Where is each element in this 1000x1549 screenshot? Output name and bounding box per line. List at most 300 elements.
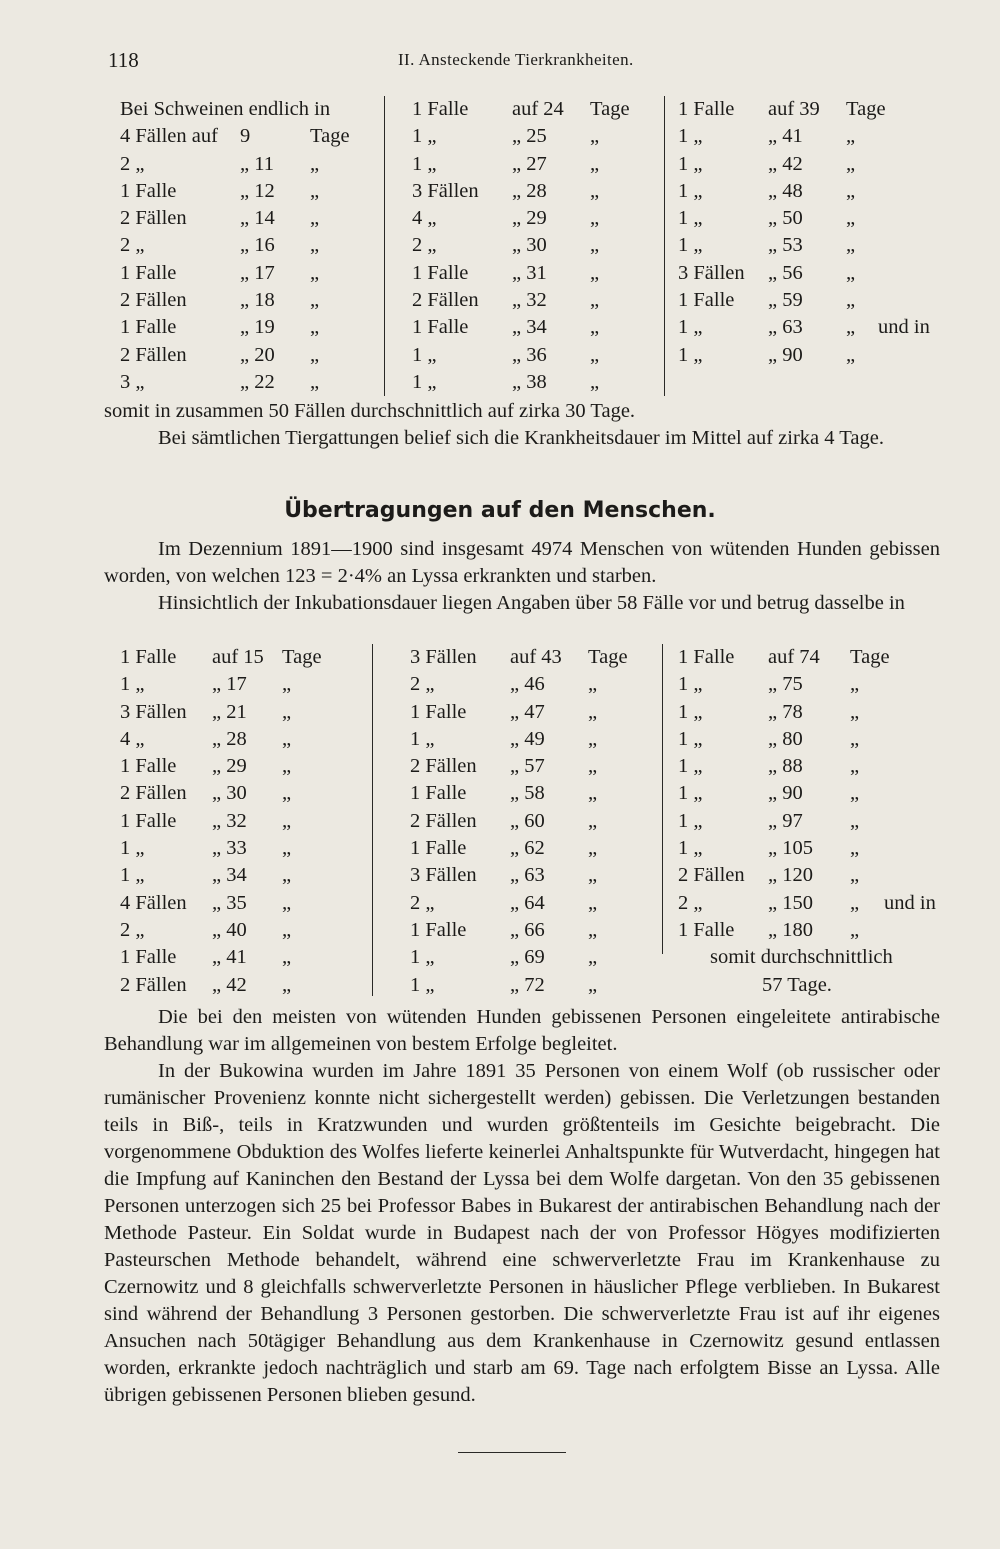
table-row: [410, 972, 660, 999]
cell-days: „ 34: [212, 864, 247, 887]
cell-days: „ 17: [212, 673, 247, 696]
table-row: [412, 96, 662, 123]
cell-count: 1 „: [678, 837, 703, 860]
cell-days: „ 47: [510, 700, 545, 723]
table-row: [410, 671, 660, 698]
cell-count: 1 „: [678, 316, 703, 339]
cell-days: „ 58: [510, 782, 545, 805]
cell-days: 9: [240, 125, 251, 148]
cell-days: „ 90: [768, 782, 803, 805]
cell-unit: „: [850, 700, 860, 723]
table-row: [678, 644, 890, 671]
cell-days: „ 41: [768, 125, 803, 148]
table-row: [120, 314, 378, 341]
cell-count: 1 „: [412, 125, 437, 148]
cell-unit: „: [850, 727, 860, 750]
cell-unit: „: [846, 152, 856, 175]
cell-days: „ 180: [768, 918, 813, 941]
table-summary: somit durchschnittlich: [710, 946, 893, 968]
cell-days: „ 36: [512, 343, 547, 366]
cell-days: „ 46: [510, 673, 545, 696]
cell-count: 1 Falle: [678, 289, 735, 312]
table-row: [678, 96, 886, 123]
cell-days: „ 28: [512, 179, 547, 202]
cell-days: „ 88: [768, 755, 803, 778]
cell-count: 1 Falle: [120, 809, 177, 832]
cell-days: „ 66: [510, 918, 545, 941]
cell-days: auf 39: [768, 98, 820, 120]
cell-unit: „: [590, 316, 600, 339]
cell-days: „ 40: [212, 918, 247, 941]
cell-count: 2 „: [412, 234, 437, 257]
cell-count: 1 „: [120, 673, 145, 696]
cell-count: 1 „: [678, 234, 703, 257]
end-rule: [458, 1452, 566, 1453]
cell-unit: „: [590, 234, 600, 257]
cell-unit: „: [850, 837, 860, 860]
cell-unit: „: [282, 973, 292, 996]
cell-count: 1 Falle: [678, 918, 735, 941]
cell-unit: „: [282, 946, 292, 969]
paragraph-text: Bei sämtlichen Tiergattungen belief sich die Krankheitsdauer im Mittel auf zirka 4 Tage.: [158, 427, 884, 449]
paragraph-block: [104, 1004, 940, 1409]
table-row: [410, 890, 660, 917]
table-row: [120, 260, 378, 287]
cell-unit: Tage: [282, 646, 322, 668]
cell-count: 2 Fällen: [120, 973, 187, 996]
cell-count: 3 Fällen: [410, 864, 477, 887]
table-row: [678, 232, 878, 259]
swine-duration-table: [104, 96, 944, 400]
cell-days: „ 50: [768, 207, 803, 230]
cell-count: 3 Fällen: [412, 179, 479, 202]
table-row: [412, 287, 662, 314]
cell-count: 1 Falle: [412, 261, 469, 284]
table-column-2: [412, 96, 662, 396]
cell-unit: „: [846, 343, 856, 366]
cell-unit: „: [310, 343, 320, 366]
cell-days: „ 32: [212, 809, 247, 832]
cell-unit: „: [846, 234, 856, 257]
cell-unit: „: [282, 891, 292, 914]
cell-count: 2 „: [120, 152, 145, 175]
table-row: [678, 260, 878, 287]
table-row: [678, 808, 878, 835]
table-row: [120, 123, 378, 150]
cell-count: 1 Falle: [410, 837, 467, 860]
cell-unit: „: [588, 973, 598, 996]
cell-count: 4 „: [412, 207, 437, 230]
table-row: [410, 917, 660, 944]
paragraph-text: Hinsichtlich der Inkubationsdauer liegen Angaben über 58 Fälle vor und betrug dasselbe in: [158, 592, 905, 614]
cell-unit: „: [282, 700, 292, 723]
cell-days: „ 63: [768, 316, 803, 339]
cell-count: 3 Fällen: [410, 646, 477, 668]
cell-days: „ 62: [510, 837, 545, 860]
cell-count: 1 Falle: [678, 98, 735, 120]
cell-unit: „: [588, 755, 598, 778]
cell-unit: „: [846, 261, 856, 284]
paragraph-summary: [104, 398, 940, 452]
cell-unit: „: [846, 207, 856, 230]
cell-unit: „: [590, 207, 600, 230]
section-heading: Übertragungen auf den Menschen.: [284, 498, 716, 523]
cell-days: „ 57: [510, 755, 545, 778]
cell-unit: „: [588, 946, 598, 969]
cell-days: „ 29: [212, 755, 247, 778]
table-row: [678, 726, 878, 753]
cell-unit: „: [590, 179, 600, 202]
cell-days: auf 43: [510, 646, 562, 668]
cell-count: 1 „: [678, 343, 703, 366]
cell-unit: Tage: [588, 646, 628, 668]
cell-unit: Tage: [850, 646, 890, 668]
cell-unit: „: [590, 125, 600, 148]
table-row: [120, 287, 378, 314]
cell-count: 1 „: [678, 673, 703, 696]
cell-count: 1 „: [678, 782, 703, 805]
cell-days: „ 120: [768, 864, 813, 887]
cell-unit: „: [310, 207, 320, 230]
cell-count: 1 Falle: [678, 646, 735, 668]
cell-days: „ 19: [240, 316, 275, 339]
cell-unit: „: [282, 864, 292, 887]
table-row: [410, 944, 660, 971]
cell-count: 2 „: [410, 891, 435, 914]
table-row: [120, 671, 368, 698]
cell-unit: „: [850, 673, 860, 696]
cell-unit: „: [850, 918, 860, 941]
cell-days: „ 27: [512, 152, 547, 175]
cell-unit: „: [282, 755, 292, 778]
table-row: [678, 123, 878, 150]
table-row: [120, 808, 368, 835]
cell-unit: „: [282, 809, 292, 832]
cell-count: 2 Fällen: [410, 809, 477, 832]
table-row: [120, 753, 368, 780]
cell-days: auf 15: [212, 646, 264, 668]
table-row: [678, 205, 878, 232]
cell-days: „ 64: [510, 891, 545, 914]
cell-count: 1 Falle: [412, 316, 469, 339]
table-column-2: [410, 644, 660, 999]
cell-count: 1 „: [412, 370, 437, 393]
cell-count: 1 „: [410, 973, 435, 996]
cell-unit: „: [588, 918, 598, 941]
cell-days: „ 28: [212, 727, 247, 750]
cell-days: „ 29: [512, 207, 547, 230]
cell-unit: „: [588, 700, 598, 723]
cell-count: 1 „: [678, 152, 703, 175]
cell-count: 2 „: [120, 234, 145, 257]
cell-unit: „: [590, 370, 600, 393]
paragraph-text: Die bei den meisten von wütenden Hunden gebissenen Personen eingeleitete antirabische Behandlung war im allgemeinen von bestem Erfolge begleitet.: [104, 1006, 940, 1055]
table-row: [120, 342, 378, 369]
cell-unit: „: [282, 837, 292, 860]
table-row: [120, 917, 368, 944]
cell-days: „ 42: [212, 973, 247, 996]
cell-count: 1 „: [678, 207, 703, 230]
cell-days: „ 48: [768, 179, 803, 202]
cell-unit: Tage: [310, 125, 350, 148]
cell-count: 1 „: [120, 864, 145, 887]
cell-days: „ 53: [768, 234, 803, 257]
cell-days: „ 16: [240, 234, 275, 257]
table-trailing-text: und in: [878, 316, 930, 338]
table-row: [120, 972, 368, 999]
paragraph-text: In der Bukowina wurden im Jahre 1891 35 Personen von einem Wolf (ob russischer oder rumänischer Provenienz konnte nicht sichergestellt werden) gebissen. Die Verletzungen bestanden teils in Biß-, teils in Kratzwunden und wurden größtenteils im Gesichte beigebracht. Die vorgenommene Obduktion des Wolfes lieferte keinerlei Anhaltspunkte für Wutverdacht, hingegen hat die Impfung auf Kaninchen den Bestand der Lyssa bei dem Wolfe dargetan. Von den 35 gebissenen Personen unterzogen sich 25 bei Professor Babes in Bukarest der antirabischen Behandlung nach der Methode Pasteur. Ein Soldat wurde in Budapest nach der von Professor Högyes modifizierten Pasteurschen Methode behandelt, während eine schwerverletzte Frau im Krankenhause zu Czernowitz und 8 gleichfalls schwerverletzte Personen in häuslicher Pflege verblieben. In Bukarest sind während der Behandlung 3 Personen gestorben. Die schwerverletzte Frau ist auf ihr eigenes Ansuchen nach 50tägiger Behandlung aus dem Krankenhause in Czernowitz gesund entlassen worden, erkrankte jedoch nachträglich und starb am 69. Tage nach erfolgtem Bisse an Lyssa. Alle übrigen gebissenen Personen blieben gesund.: [104, 1060, 940, 1406]
table-row: [678, 369, 878, 396]
cell-days: „ 14: [240, 207, 275, 230]
cell-unit: „: [846, 125, 856, 148]
table-row: [120, 644, 368, 671]
cell-count: 1 „: [678, 125, 703, 148]
table-row: [412, 205, 662, 232]
cell-count: 1 Falle: [120, 646, 177, 668]
column-divider: [384, 96, 385, 396]
cell-unit: „: [282, 727, 292, 750]
cell-count: 3 Fällen: [120, 700, 187, 723]
cell-unit: „: [590, 152, 600, 175]
cell-unit: „: [846, 316, 856, 339]
cell-days: „ 150: [768, 891, 813, 914]
table-row: [120, 699, 368, 726]
cell-count: 2 Fällen: [120, 289, 187, 312]
cell-unit: „: [310, 234, 320, 257]
table-row: [412, 232, 662, 259]
cell-days: „ 22: [240, 370, 275, 393]
table-row: [410, 808, 660, 835]
cell-count: 2 Fällen: [412, 289, 479, 312]
cell-count: 1 Falle: [410, 782, 467, 805]
cell-count: 2 Fällen: [120, 207, 187, 230]
cell-days: auf 74: [768, 646, 820, 668]
cell-days: „ 78: [768, 700, 803, 723]
cell-days: auf 24: [512, 98, 564, 120]
cell-count: 1 Falle: [410, 700, 467, 723]
table-row: [678, 835, 878, 862]
cell-unit: „: [310, 179, 320, 202]
cell-days: „ 31: [512, 261, 547, 284]
table-row: [678, 287, 878, 314]
cell-unit: „: [588, 673, 598, 696]
cell-days: „ 105: [768, 837, 813, 860]
table-row: [120, 96, 378, 123]
cell-count: 4 Fällen auf: [120, 125, 218, 148]
cell-count: 3 Fällen: [678, 261, 745, 284]
table-row: [410, 835, 660, 862]
cell-days: „ 20: [240, 343, 275, 366]
cell-unit: „: [590, 343, 600, 366]
cell-days: „ 75: [768, 673, 803, 696]
cell-count: 2 „: [120, 918, 145, 941]
cell-days: „ 72: [510, 973, 545, 996]
table-row: [678, 178, 878, 205]
table-row: [678, 753, 878, 780]
cell-count: 1 Falle: [120, 179, 177, 202]
table-column-1: [120, 96, 378, 396]
table-row: [412, 314, 662, 341]
cell-count: 1 „: [410, 727, 435, 750]
cell-unit: „: [850, 864, 860, 887]
cell-unit: „: [588, 809, 598, 832]
cell-unit: „: [590, 289, 600, 312]
cell-count: 1 Falle: [120, 755, 177, 778]
table-row: [410, 726, 660, 753]
cell-unit: „: [850, 809, 860, 832]
running-title: II. Ansteckende Tierkrankheiten.: [398, 50, 634, 69]
cell-unit: „: [588, 891, 598, 914]
cell-count: 1 Falle: [410, 918, 467, 941]
table-row: [120, 890, 368, 917]
table-summary: 57 Tage.: [762, 974, 832, 996]
cell-unit: Tage: [590, 98, 630, 120]
cell-count: 4 „: [120, 727, 145, 750]
cell-count: 2 Fällen: [678, 864, 745, 887]
table-row: [678, 151, 878, 178]
column-divider: [664, 96, 665, 396]
table-row: [410, 780, 660, 807]
column-divider: [662, 644, 663, 954]
table-row: [410, 699, 660, 726]
page-number: 118: [108, 48, 139, 72]
table-row: [678, 917, 878, 944]
cell-days: „ 11: [240, 152, 274, 175]
cell-unit: „: [282, 918, 292, 941]
table-row: [412, 260, 662, 287]
cell-count: 1 „: [412, 152, 437, 175]
cell-unit: „: [310, 152, 320, 175]
table-row: [412, 342, 662, 369]
table-row: [120, 726, 368, 753]
table-row: [410, 862, 660, 889]
table-row: [412, 123, 662, 150]
table-row: [678, 862, 878, 889]
paragraph-block: [104, 536, 940, 617]
table-row: [120, 178, 378, 205]
cell-days: „ 49: [510, 727, 545, 750]
cell-days: „ 30: [512, 234, 547, 257]
table-row: [120, 151, 378, 178]
cell-count: 1 „: [678, 700, 703, 723]
table-column-3: [678, 96, 886, 396]
cell-count: 2 Fällen: [120, 782, 187, 805]
cell-days: „ 42: [768, 152, 803, 175]
table-row: [120, 205, 378, 232]
table-row: [410, 753, 660, 780]
table-row: [678, 671, 878, 698]
cell-count: 1 Falle: [120, 316, 177, 339]
cell-count: 1 „: [678, 727, 703, 750]
cell-days: „ 21: [212, 700, 247, 723]
table-row: [410, 644, 660, 671]
cell-count: 2 „: [678, 891, 703, 914]
cell-days: „ 33: [212, 837, 247, 860]
cell-count: 1 Falle: [412, 98, 469, 120]
cell-days: „ 60: [510, 809, 545, 832]
cell-unit: „: [846, 179, 856, 202]
paragraph-text: Im Dezennium 1891—1900 sind insgesamt 4974 Menschen von wütenden Hunden gebissen worden, von welchen 123 = 2·4% an Lyssa erkrankten und starben.: [104, 538, 940, 587]
cell-count: 1 „: [120, 837, 145, 860]
cell-unit: „: [588, 727, 598, 750]
cell-count: Bei Schweinen endlich in: [120, 98, 331, 120]
cell-count: 3 „: [120, 370, 145, 393]
table-row: [412, 178, 662, 205]
cell-unit: „: [282, 782, 292, 805]
cell-days: „ 80: [768, 727, 803, 750]
cell-days: „ 59: [768, 289, 803, 312]
table-row: [120, 369, 378, 396]
cell-days: „ 63: [510, 864, 545, 887]
cell-unit: „: [588, 782, 598, 805]
table-row: [120, 835, 368, 862]
cell-days: „ 38: [512, 370, 547, 393]
cell-count: 2 Fällen: [120, 343, 187, 366]
summary-line: somit in zusammen 50 Fällen durchschnittlich auf zirka 30 Tage.: [104, 400, 636, 422]
cell-count: 1 „: [410, 946, 435, 969]
table-row: [678, 342, 878, 369]
table-row: [120, 944, 368, 971]
cell-days: „ 97: [768, 809, 803, 832]
cell-count: 1 „: [412, 343, 437, 366]
table-row: [412, 151, 662, 178]
cell-days: „ 18: [240, 289, 275, 312]
cell-count: 2 „: [410, 673, 435, 696]
cell-unit: „: [282, 673, 292, 696]
table-row: [678, 314, 878, 341]
cell-unit: „: [310, 370, 320, 393]
cell-count: 1 Falle: [120, 261, 177, 284]
table-row: [120, 862, 368, 889]
cell-count: 1 „: [678, 809, 703, 832]
cell-count: 1 „: [678, 755, 703, 778]
table-row: [678, 890, 878, 917]
cell-unit: „: [850, 891, 860, 914]
table-column-1: [120, 644, 368, 999]
cell-count: 4 Fällen: [120, 891, 187, 914]
cell-days: „ 69: [510, 946, 545, 969]
column-divider: [372, 644, 373, 996]
cell-unit: „: [850, 782, 860, 805]
incubation-table: [104, 644, 944, 1004]
cell-days: „ 17: [240, 261, 275, 284]
cell-count: 1 Falle: [120, 946, 177, 969]
cell-unit: „: [310, 289, 320, 312]
cell-unit: „: [846, 289, 856, 312]
page-header: [0, 48, 1000, 78]
table-row: [678, 780, 878, 807]
table-trailing-text: und in: [884, 892, 936, 914]
cell-days: „ 30: [212, 782, 247, 805]
table-row: [120, 780, 368, 807]
cell-count: 2 Fällen: [410, 755, 477, 778]
cell-unit: „: [590, 261, 600, 284]
cell-days: „ 32: [512, 289, 547, 312]
table-row: [412, 369, 662, 396]
cell-unit: „: [588, 864, 598, 887]
cell-unit: „: [310, 316, 320, 339]
table-row: [678, 699, 878, 726]
cell-days: „ 41: [212, 946, 247, 969]
cell-unit: Tage: [846, 98, 886, 120]
cell-unit: „: [310, 261, 320, 284]
cell-count: 1 „: [678, 179, 703, 202]
cell-unit: „: [850, 755, 860, 778]
cell-days: „ 25: [512, 125, 547, 148]
cell-days: „ 35: [212, 891, 247, 914]
cell-days: „ 34: [512, 316, 547, 339]
cell-days: „ 12: [240, 179, 275, 202]
